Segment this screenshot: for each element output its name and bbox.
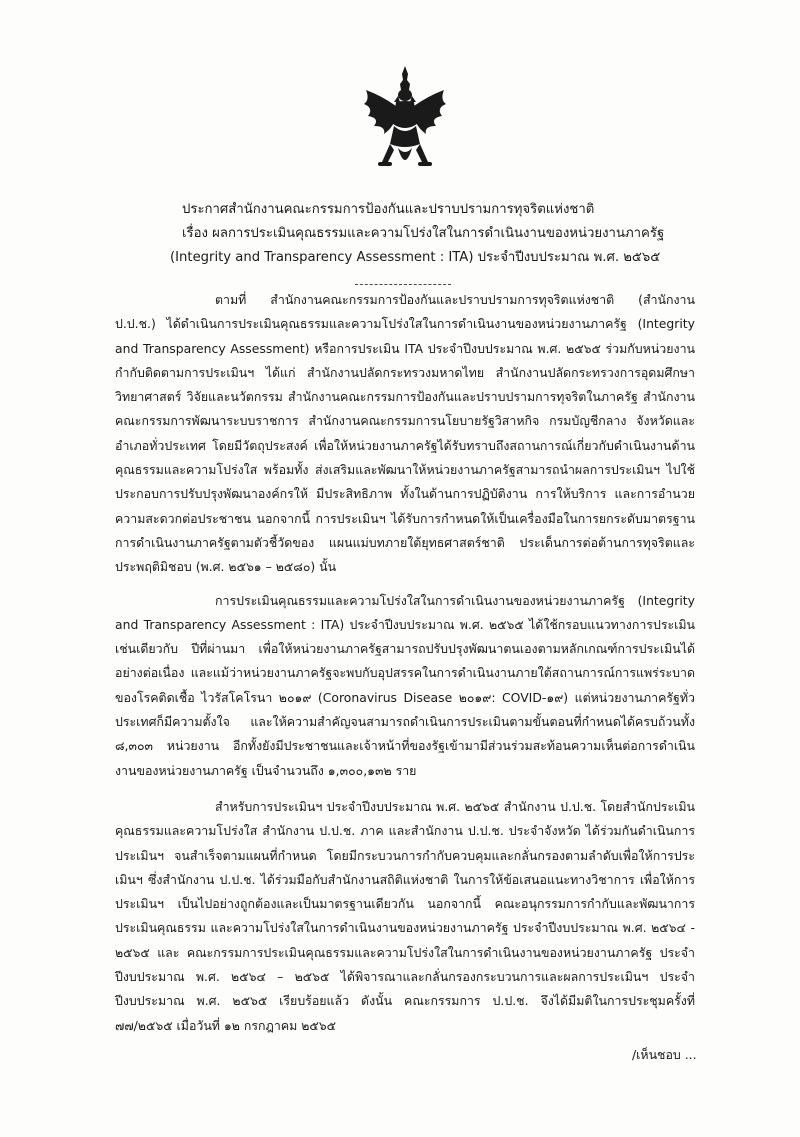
header-divider <box>355 284 451 285</box>
paragraph-1: ตามที่ สำนักงานคณะกรรมการป้องกันและปราบปรามการทุจริตแห่งชาติ (สำนักงาน ป.ป.ช.) ได้ดำเนินการประเมินคุณธรรมและความโปร่งใสในการดำเนินงานของหน่วยงานภาครัฐ (Integrity and Transparency Assessment) หรือการประเมิน ITA ประจำปีงบประมาณ พ.ศ. ๒๕๖๕ ร่วมกับหน่วยงานกำกับติดตามการประเมินฯ ได้แก่ สำนักงานปลัดกระทรวงมหาดไทย สำนักงานปลัดกระทรวงการอุดมศึกษา วิทยาศาสตร์ วิจัยและนวัตกรรม สำนักงานคณะกรรมการป้องกันและปราบปรามการทุจริตในภาครัฐ สำนักงานคณะกรรมการพัฒนาระบบราชการ สำนักงานคณะกรรมการนโยบายรัฐวิสาหกิจ กรมบัญชีกลาง จังหวัดและอำเภอทั่วประเทศ โดยมีวัตถุประสงค์ เพื่อให้หน่วยงานภาครัฐได้รับทราบถึงสถานการณ์เกี่ยวกับดำเนินงานด้านคุณธรรมและความโปร่งใส พร้อมทั้ง ส่งเสริมและพัฒนาให้หน่วยงานภาครัฐสามารถนำผลการประเมินฯ ไปใช้ประกอบการปรับปรุงพัฒนาองค์กรให้ มีประสิทธิภาพ ทั้งในด้านการปฏิบัติงาน การให้บริการ และการอำนวยความสะดวกต่อประชาชน นอกจากนี้ การประเมินฯ ได้รับการกำหนดให้เป็นเครื่องมือในการยกระดับมาตรฐานการดำเนินงานภาครัฐตามตัวชี้วัดของ แผนแม่บทภายใต้ยุทธศาสตร์ชาติ ประเด็นการต่อต้านการทุจริตและประพฤติมิชอบ (พ.ศ. ๒๕๖๑ – ๒๕๘๐) นั้น <box>115 292 695 575</box>
announcement-subject-english: (Integrity and Transparency Assessment : ITA) ประจำปีงบประมาณ พ.ศ. ๒๕๖๕ <box>170 250 661 265</box>
continuation-note: /เห็นชอบ ... <box>632 1047 697 1062</box>
announcement-subject: เรื่อง ผลการประเมินคุณธรรมและความโปร่งใสในการดำเนินงานของหน่วยงานภาครัฐ <box>182 226 665 241</box>
paragraph-3: สำหรับการประเมินฯ ประจำปีงบประมาณ พ.ศ. ๒๕๖๕ สำนักงาน ป.ป.ช. โดยสำนักประเมิน คุณธรรมและความโปร่งใส สำนักงาน ป.ป.ช. ภาค และสำนักงาน ป.ป.ช. ประจำจังหวัด ได้ร่วมกันดำเนินการประเมินฯ จนสำเร็จตามแผนที่กำหนด โดยมีกระบวนการกำกับควบคุมและกลั่นกรองตามลำดับเพื่อให้การประเมินฯ ซึ่งสำนักงาน ป.ป.ช. ได้ร่วมมือกับสำนักงานสถิติแห่งชาติ ในการให้ข้อเสนอแนะทางวิชาการ เพื่อให้การประเมินฯ เป็นไปอย่างถูกต้องและเป็นมาตรฐานเดียวกัน นอกจากนี้ คณะอนุกรรมการกำกับและพัฒนาการประเมินคุณธรรม และความโปร่งใสในการดำเนินงานของหน่วยงานภาครัฐ ประจำปีงบประมาณ พ.ศ. ๒๕๖๔ - ๒๕๖๕ และ คณะกรรมการประเมินคุณธรรมและความโปร่งใสในการดำเนินงานของหน่วยงานภาครัฐ ประจำปีงบประมาณ พ.ศ. ๒๕๖๔ – ๒๕๖๕ ได้พิจารณาและกลั่นกรองกระบวนการและผลการประเมินฯ ประจำปีงบประมาณ พ.ศ. ๒๕๖๕ เรียบร้อยแล้ว ดังนั้น คณะกรรมการ ป.ป.ช. จึงได้มีมติในการประชุมครั้งที่ ๗๗/๒๕๖๕ เมื่อวันที่ ๑๒ กรกฎาคม ๒๕๖๕ <box>115 798 695 1033</box>
announcement-header <box>150 198 710 270</box>
announcement-title: ประกาศสำนักงานคณะกรรมการป้องกันและปราบปรามการทุจริตแห่งชาติ <box>182 202 595 217</box>
garuda-emblem-icon <box>360 66 450 172</box>
paragraph-2: การประเมินคุณธรรมและความโปร่งใสในการดำเนินงานของหน่วยงานภาครัฐ (Integrity and Transparency Assessment : ITA) ประจำปีงบประมาณ พ.ศ. ๒๕๖๕ ได้ใช้กรอบแนวทางการประเมินเช่นเดียวกับ ปีที่ผ่านมา เพื่อให้หน่วยงานภาครัฐสามารถปรับปรุงพัฒนาตนเองตามหลักเกณฑ์การประเมินได้อย่างต่อเนื่อง และแม้ว่าหน่วยงานภาครัฐจะพบกับอุปสรรคในการดำเนินงานภายใต้สถานการณ์การแพร่ระบาดของโรคติดเชื้อ ไวรัสโคโรนา ๒๐๑๙ (Coronavirus Disease ๒๐๑๙: COVID-๑๙) แต่หน่วยงานภาครัฐทั่วประเทศก็มีความตั้งใจ และให้ความสำคัญจนสามารถดำเนินการประเมินตามขั้นตอนที่กำหนดได้ครบถ้วนทั้ง ๘,๓๐๓ หน่วยงาน อีกทั้งยังมีประชาชนและเจ้าหน้าที่ของรัฐเข้ามามีส่วนร่วมสะท้อนความเห็นต่อการดำเนินงานของหน่วยงานภาครัฐ เป็นจำนวนถึง ๑,๓๐๐,๑๓๒ ราย <box>115 592 695 778</box>
announcement-body <box>115 288 695 1047</box>
